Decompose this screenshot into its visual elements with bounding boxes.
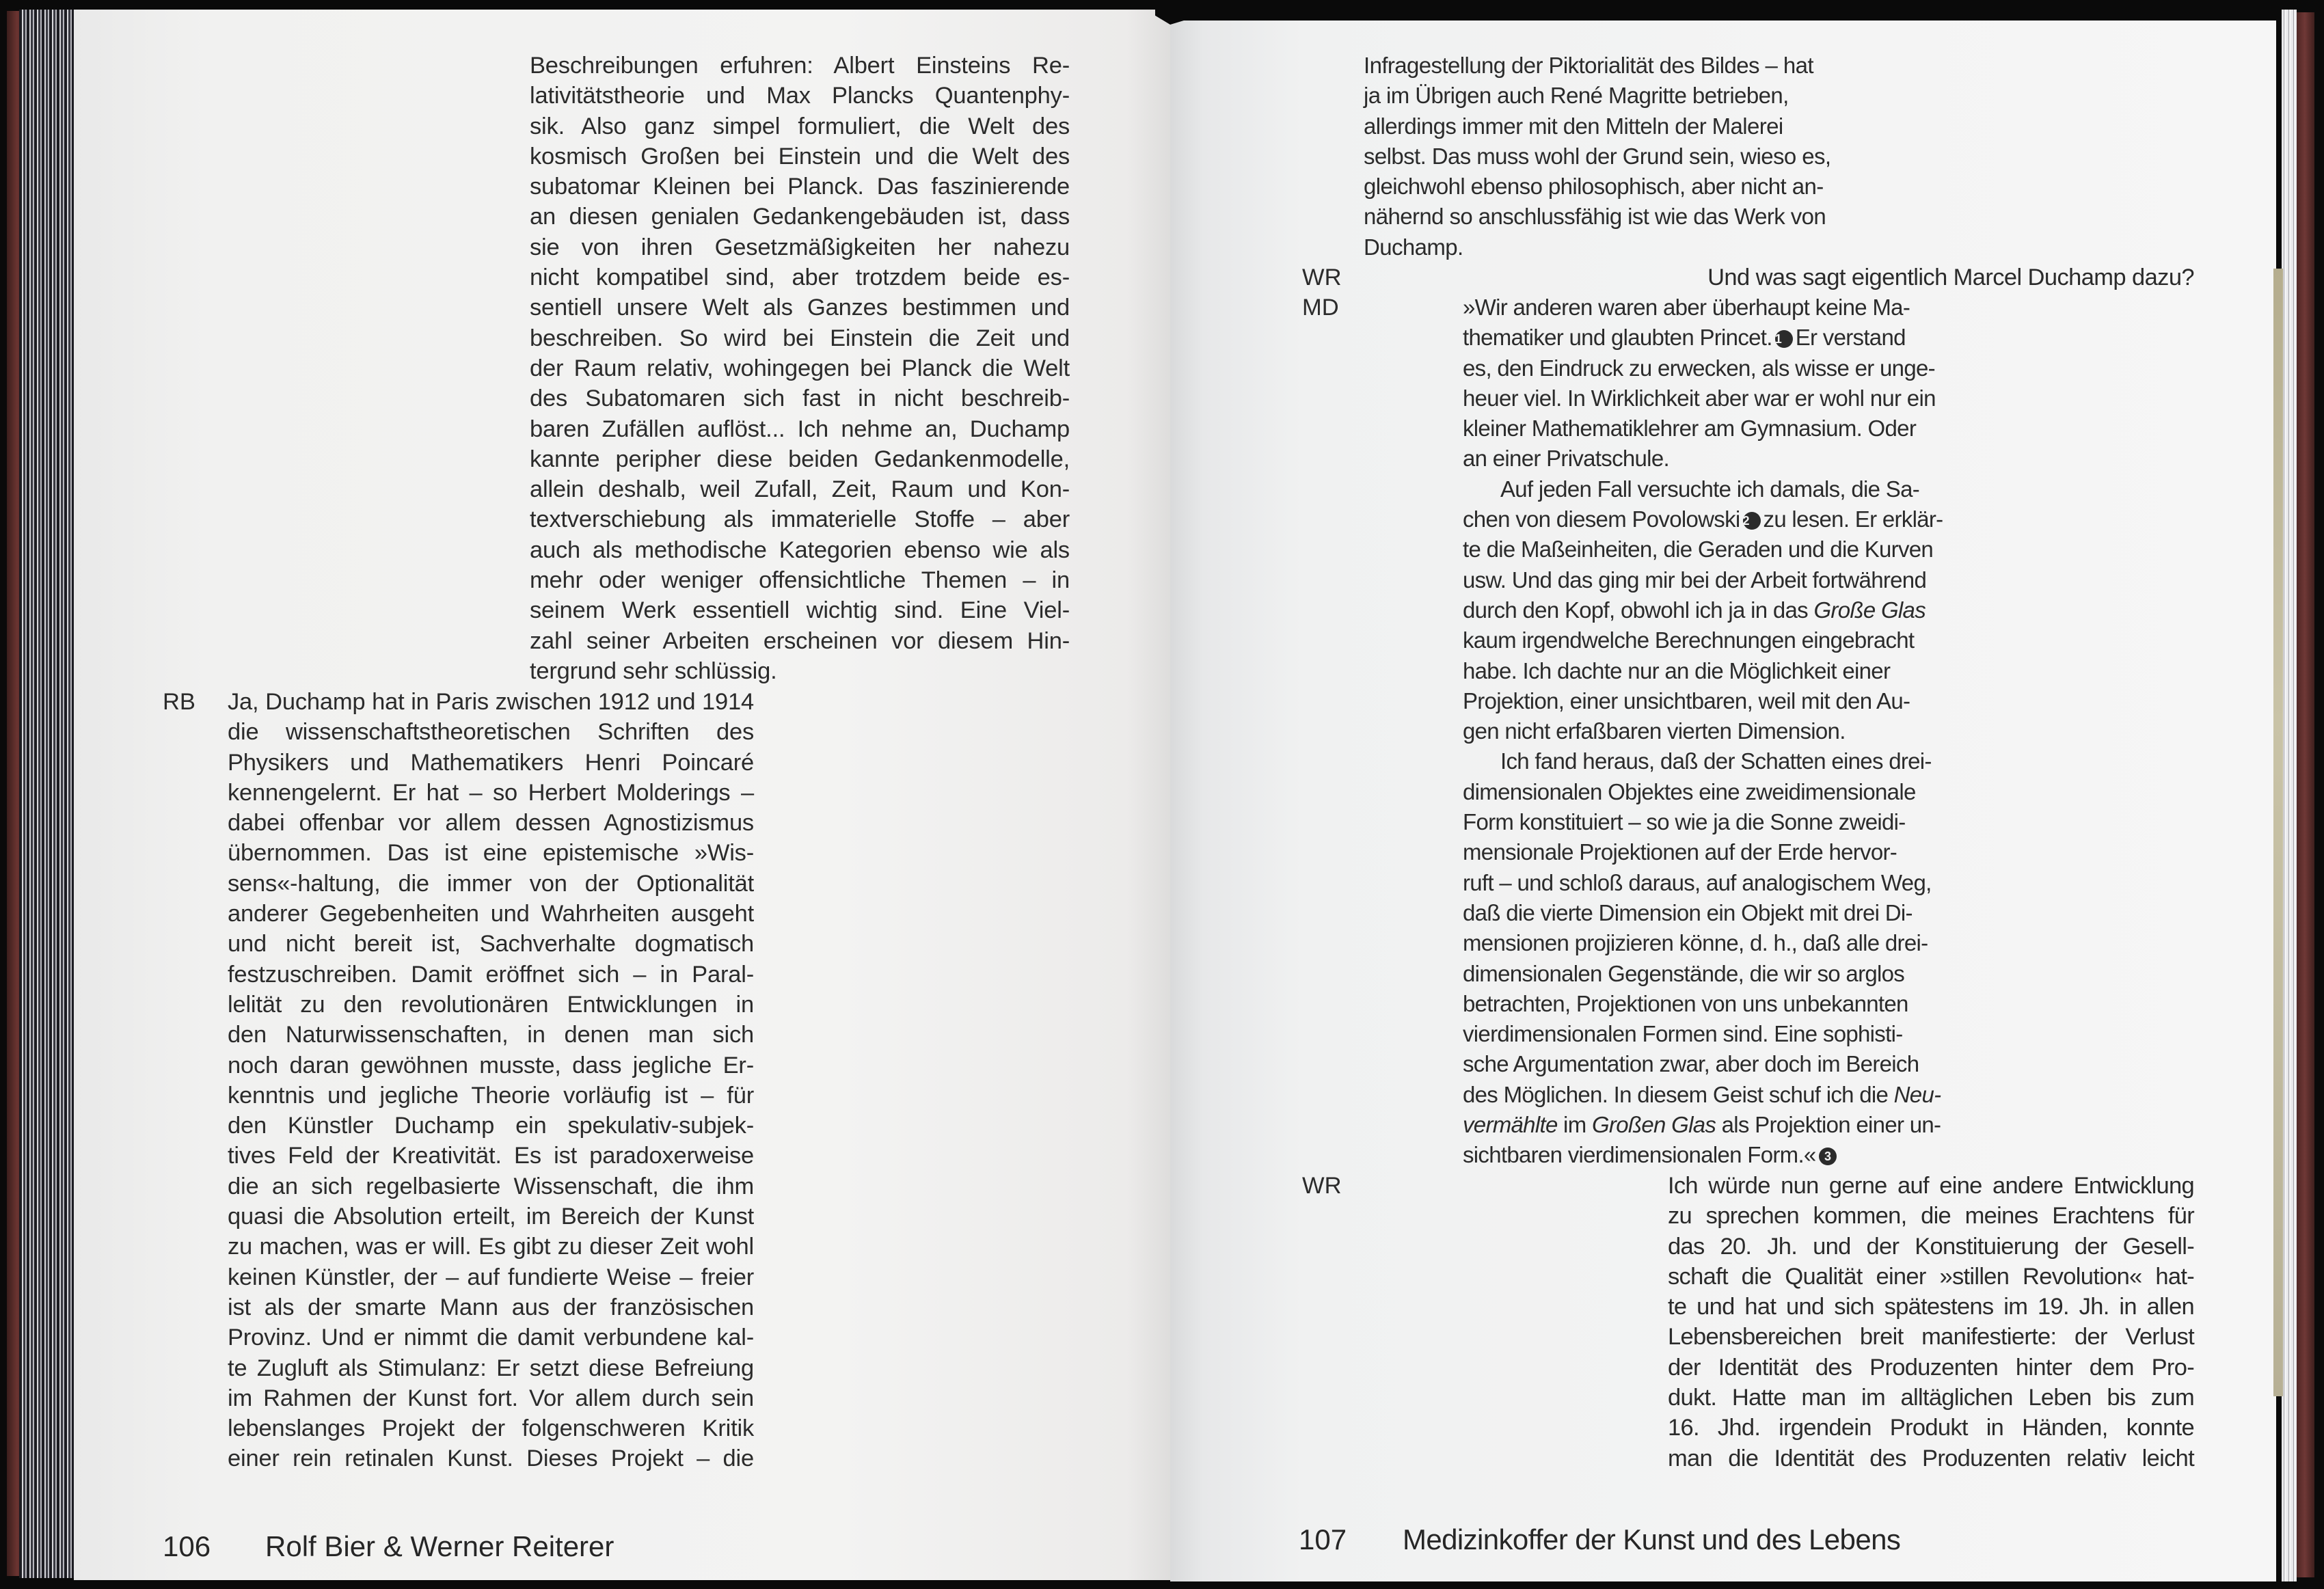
text-line: daß die vierte Dimension ein Objekt mit drei Di- — [1463, 899, 1913, 925]
text-line: kannte peripher diese beiden Gedankenmodelle, — [530, 446, 1070, 472]
text-fragment: durch den Kopf, obwohl ich ja in das — [1463, 597, 1814, 623]
text-fragment: als Projektion einer un- — [1716, 1112, 1941, 1138]
italic-title: Großen Glas — [1591, 1112, 1716, 1138]
text-fragment: des Möglichen. In diesem Geist schuf ich die — [1463, 1081, 1894, 1107]
text-line: ist als der smarte Mann aus der französischen — [228, 1294, 754, 1320]
text-line: ja im Übrigen auch René Magritte betrieben, — [1364, 83, 1789, 109]
text-line: heuer viel. In Wirklichkeit aber war er wohl nur ein — [1463, 385, 1936, 411]
text-line: kennengelernt. Er hat – so Herbert Molderings – — [228, 779, 754, 806]
text-line-footnote-2 — [1463, 504, 1943, 534]
text-line: schaft die Qualität einer »stillen Revolution« hat- — [1668, 1263, 2194, 1290]
text-line: selbst. Das muss wohl der Grund sein, wieso es, — [1364, 143, 1831, 169]
right-continued-paragraph — [1364, 51, 1831, 262]
text-line: tives Feld der Kreativität. Es ist paradoxerweise — [228, 1143, 754, 1169]
text-line: und nicht bereit ist, Sachverhalte dogmatisch — [228, 931, 754, 958]
text-line: festzuschreiben. Damit eröffnet sich – in Paral- — [228, 961, 754, 988]
text-line: im Rahmen der Kunst fort. Vor allem durch sein — [228, 1385, 754, 1411]
text-line: Ja, Duchamp hat in Paris zwischen 1912 und 1914 — [228, 689, 754, 715]
speaker-label-wr: WR — [1302, 1173, 1342, 1199]
page-block-left-edge — [19, 10, 75, 1578]
text-line: te Zugluft als Stimulanz: Er setzt diese Befreiung — [228, 1355, 754, 1381]
text-line: te und hat und sich spätestens im 19. Jh. in allen — [1668, 1294, 2194, 1320]
text-line: lebenslanges Projekt der folgenschweren Kritik — [228, 1415, 754, 1442]
text-line: zu machen, was er will. Es gibt zu dieser Zeit wohl — [228, 1234, 754, 1260]
text-line: lativitätstheorie und Max Plancks Quantenphy- — [530, 83, 1070, 109]
text-fragment: zu lesen. Er erklär- — [1763, 506, 1943, 532]
text-line: es, den Eindruck zu erwecken, als wisse er unge- — [1463, 355, 1935, 381]
text-line: des Subatomaren sich fast in nicht beschreib- — [530, 385, 1070, 412]
book-cover-right-edge — [2295, 12, 2314, 1577]
text-line: an einer Privatschule. — [1463, 446, 1669, 472]
text-line: Ich würde nun gerne auf eine andere Entwicklung — [1668, 1173, 2194, 1199]
text-line-footnote-3 — [1463, 1140, 1831, 1170]
text-line: ruft – und schloß daraus, auf analogischem Weg, — [1463, 869, 1932, 895]
page-number-left: 106 — [163, 1530, 211, 1562]
text-line: vierdimensionalen Formen sind. Eine sophisti- — [1463, 1021, 1903, 1047]
text-line: dukt. Hatte man im alltäglichen Leben bis zum — [1668, 1385, 2194, 1411]
text-line: noch daran gewöhnen musste, dass jegliche Er- — [228, 1052, 754, 1078]
speaker-label-rb: RB — [163, 689, 195, 715]
text-line: übernommen. Das ist eine epistemische »Wis- — [228, 840, 754, 867]
text-line: sche Argumentation zwar, aber doch im Bereich — [1463, 1051, 1919, 1077]
wr-paragraph — [1668, 1171, 2194, 1473]
text-line: betrachten, Projektionen von uns unbekannten — [1463, 990, 1908, 1016]
text-line: kenntnis und jegliche Theorie vorläufig ist – für — [228, 1082, 754, 1109]
text-line: sie von ihren Gesetzmäßigkeiten her nahezu — [530, 234, 1070, 260]
text-line — [1463, 595, 1926, 625]
text-fragment: chen von diesem Povolowski — [1463, 506, 1740, 532]
text-line: dabei offenbar vor allem dessen Agnostizismus — [228, 810, 754, 837]
text-line: Physikers und Mathematikers Henri Poincaré — [228, 749, 754, 776]
text-line: te die Maßeinheiten, die Geraden und die Kurven — [1463, 537, 1934, 562]
text-line: auch als methodische Kategorien ebenso wie als — [530, 537, 1070, 563]
text-line: sentiell unsere Welt als Ganzes bestimmen und — [530, 295, 1070, 321]
text-line: Ich fand heraus, daß der Schatten eines drei- — [1500, 748, 1932, 774]
bookmark-ribbon — [2273, 269, 2283, 1396]
text-fragment: Er verstand — [1795, 325, 1906, 351]
text-line: zahl seiner Arbeiten erscheinen vor diesem Hin- — [530, 627, 1070, 654]
left-continued-paragraph — [530, 51, 1070, 686]
text-line: subatomar Kleinen bei Planck. Das faszinierende — [530, 174, 1070, 200]
text-line: dimensionalen Objektes eine zweidimensionale — [1463, 778, 1916, 804]
text-line: sens«-haltung, die immer von der Optionalität — [228, 870, 754, 897]
text-line: allein deshalb, weil Zufall, Zeit, Raum und Kon- — [530, 476, 1070, 503]
running-title-right: Medizinkoffer der Kunst und des Lebens — [1403, 1523, 1901, 1556]
text-line: seinem Werk essentiell wichtig sind. Eine Viel- — [530, 597, 1070, 624]
text-line: dimensionalen Gegenstände, die wir so arglos — [1463, 960, 1905, 986]
text-line: Infragestellung der Piktorialität des Bildes – hat — [1364, 53, 1813, 78]
text-line: 16. Jhd. irgendein Produkt in Händen, konnte — [1668, 1415, 2194, 1441]
footnote-marker-2[interactable]: 2 — [1743, 512, 1761, 530]
text-line — [1463, 1080, 1941, 1110]
text-line: an diesen genialen Gedankengebäuden ist, dass — [530, 204, 1070, 230]
text-line: die an sich regelbasierte Wissenschaft, die ihm — [228, 1173, 754, 1199]
text-line: kosmisch Großen bei Einstein und die Welt des — [530, 143, 1070, 169]
text-line: die wissenschaftstheoretischen Schriften des — [228, 719, 754, 746]
wr-question: Und was sagt eigentlich Marcel Duchamp dazu? — [1707, 264, 2194, 290]
italic-title: Große Glas — [1813, 597, 1926, 623]
text-line: Auf jeden Fall versuchte ich damals, die Sa- — [1500, 476, 1920, 502]
text-line: man die Identität des Produzenten relativ leicht — [1668, 1445, 2194, 1471]
text-fragment: thematiker und glaubten Princet. — [1463, 325, 1772, 351]
speaker-label-wr-question: WR — [1302, 264, 1342, 290]
footnote-marker-1[interactable]: 1 — [1775, 330, 1793, 348]
text-line: textverschiebung als immaterielle Stoffe – aber — [530, 506, 1070, 533]
text-line: Projektion, einer unsichtbaren, weil mit den Au- — [1463, 688, 1910, 714]
text-line: keinen Künstler, der – auf fundierte Weise – freier — [228, 1264, 754, 1290]
text-line: gleichwohl ebenso philosophisch, aber nicht an- — [1364, 174, 1824, 200]
text-line: kaum irgendwelche Berechnungen eingebracht — [1463, 627, 1915, 653]
text-line: lelität zu den revolutionären Entwicklungen in — [228, 991, 754, 1018]
text-line: einer rein retinalen Kunst. Dieses Projekt – die — [228, 1445, 754, 1472]
footnote-marker-3[interactable]: 3 — [1819, 1147, 1837, 1165]
page-number-right: 107 — [1299, 1523, 1347, 1556]
text-line — [1463, 1110, 1941, 1140]
text-line: quasi die Absolution erteilt, im Bereich der Kunst — [228, 1204, 754, 1230]
text-line: nicht kompatibel sind, aber trotzdem beide es- — [530, 264, 1070, 291]
text-line: »Wir anderen waren aber überhaupt keine Ma- — [1463, 295, 1910, 320]
text-line: gen nicht erfaßbaren vierten Dimension. — [1463, 718, 1846, 744]
text-line: allerdings immer mit den Mitteln der Malerei — [1364, 113, 1783, 139]
rb-paragraph — [228, 687, 754, 1474]
text-line: habe. Ich dachte nur an die Möglichkeit einer — [1463, 657, 1891, 683]
italic-title: vermählte — [1463, 1112, 1558, 1138]
text-line: der Identität des Produzenten hinter dem Pro- — [1668, 1354, 2194, 1381]
text-line: mensionen projizieren könne, d. h., daß alle drei- — [1463, 930, 1928, 956]
text-line: der Raum relativ, wohingegen bei Planck die Welt — [530, 355, 1070, 381]
page-block-right-edge — [2282, 10, 2297, 1581]
running-title-left: Rolf Bier & Werner Reiterer — [265, 1530, 614, 1562]
text-line: Lebensbereichen breit manifestierte: der Verlust — [1668, 1324, 2194, 1350]
text-line: den Naturwissenschaften, in denen man sich — [228, 1022, 754, 1048]
text-line: Form konstituiert – so wie ja die Sonne zweidi- — [1463, 809, 1906, 835]
text-line: mensionale Projektionen auf der Erde hervor- — [1463, 839, 1897, 865]
italic-title: Neu- — [1893, 1081, 1941, 1107]
text-line: baren Zufällen auflöst... Ich nehme an, Duchamp — [530, 416, 1070, 442]
text-line: mehr oder weniger offensichtliche Themen – in — [530, 567, 1070, 594]
md-quote — [1463, 293, 1943, 1171]
text-line: das 20. Jh. und der Konstituierung der Gesell- — [1668, 1233, 2194, 1260]
text-line: Provinz. Und er nimmt die damit verbundene kal- — [228, 1325, 754, 1351]
speaker-label-md: MD — [1302, 295, 1339, 321]
text-line: sik. Also ganz simpel formuliert, die Welt des — [530, 113, 1070, 139]
text-fragment: sichtbaren vierdimensionalen Form.« — [1463, 1142, 1816, 1168]
text-line: tergrund sehr schlüssig. — [530, 657, 777, 684]
text-line: beschreiben. So wird bei Einstein die Zeit und — [530, 325, 1070, 351]
text-line: Beschreibungen erfuhren: Albert Einsteins Re- — [530, 53, 1070, 79]
text-line: Duchamp. — [1364, 234, 1463, 260]
text-line-footnote-1 — [1463, 323, 1906, 353]
text-line: den Künstler Duchamp ein spekulativ-subjek- — [228, 1113, 754, 1139]
text-line: usw. Und das ging mir bei der Arbeit fortwährend — [1463, 567, 1927, 593]
text-line: anderer Gegebenheiten und Wahrheiten ausgeht — [228, 901, 754, 927]
text-line: nähernd so anschlussfähig ist wie das Werk von — [1364, 204, 1826, 230]
text-fragment: im — [1557, 1112, 1592, 1138]
text-line: zu sprechen kommen, die meines Erachtens für — [1668, 1203, 2194, 1230]
text-line: kleiner Mathematiklehrer am Gymnasium. Oder — [1463, 416, 1917, 442]
